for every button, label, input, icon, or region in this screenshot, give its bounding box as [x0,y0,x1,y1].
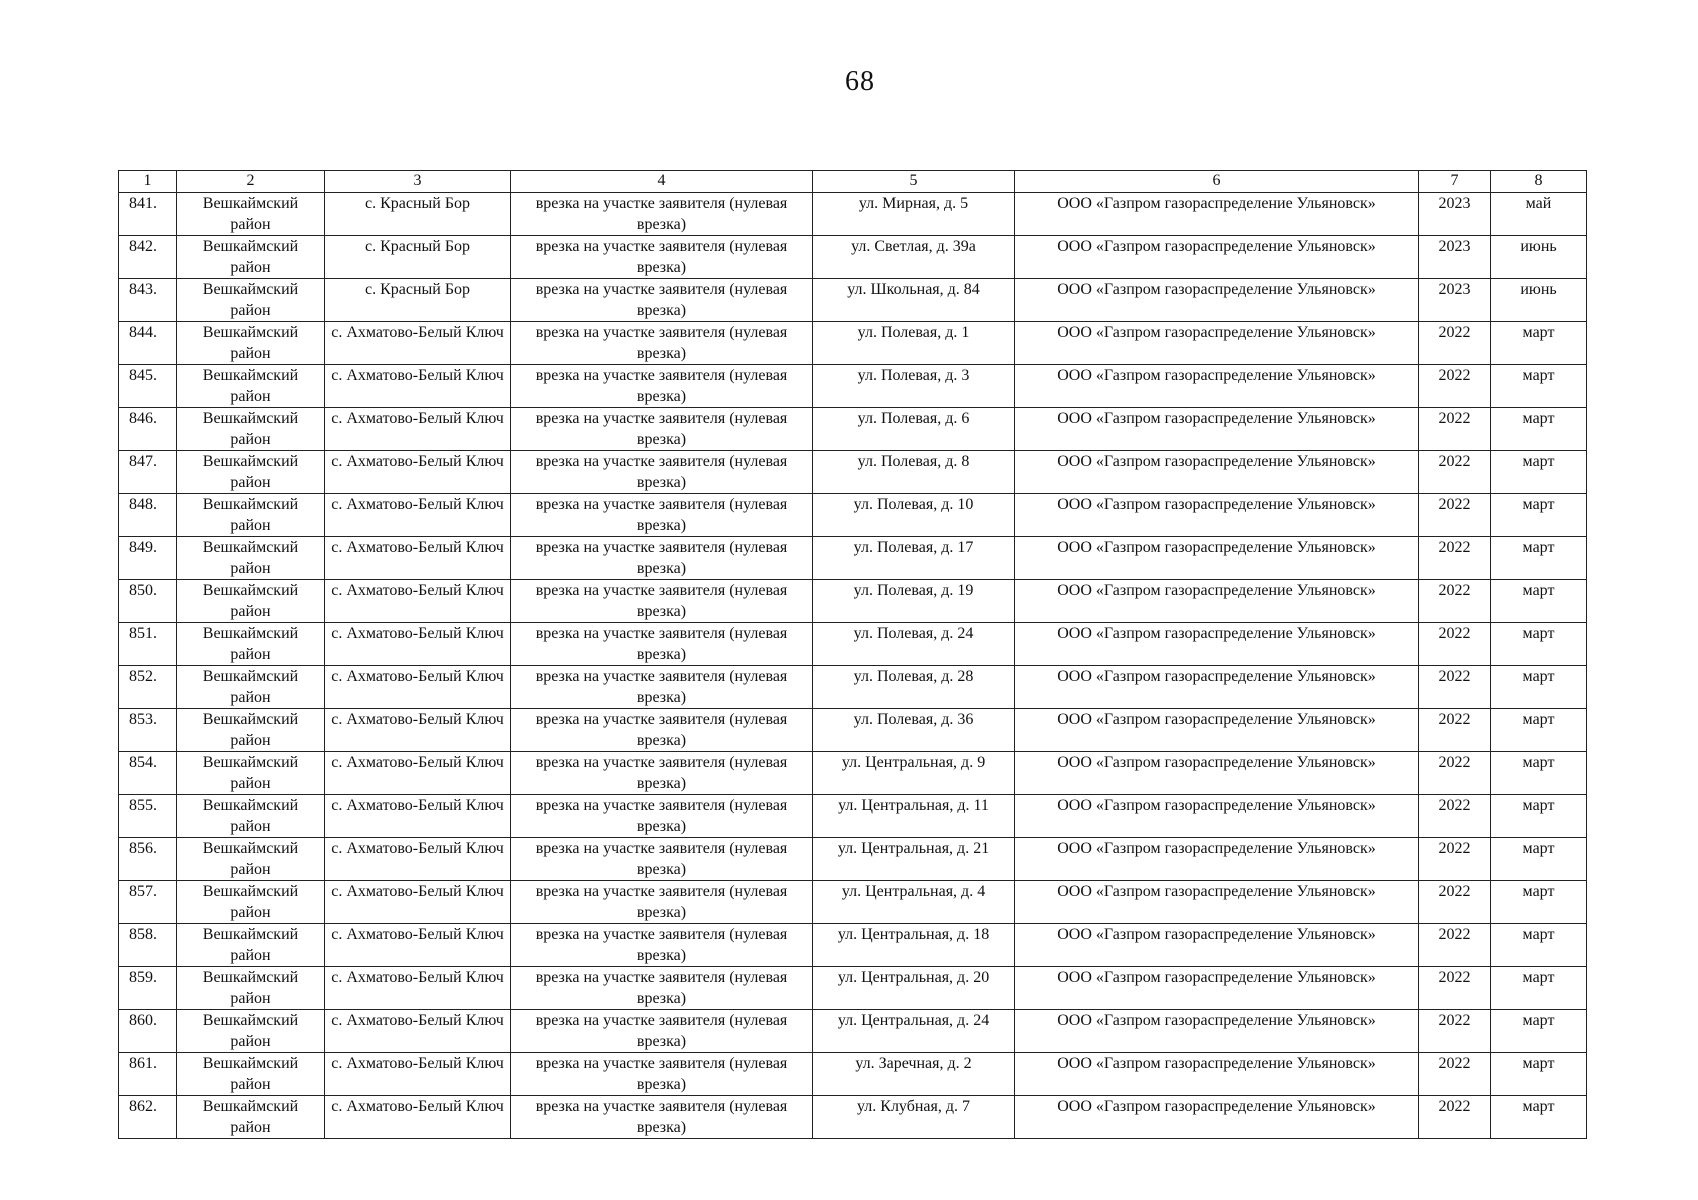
settlement-cell: с. Ахматово-Белый Ключ [325,838,511,881]
settlement-cell: с. Ахматово-Белый Ключ [325,408,511,451]
year-cell: 2022 [1419,537,1491,580]
address-cell: ул. Центральная, д. 21 [813,838,1015,881]
table-row [119,494,1587,537]
district-cell: Вешкаймский район [177,494,325,537]
month-cell: май [1491,193,1587,236]
table-row [119,1053,1587,1096]
connection-type-cell: врезка на участке заявителя (нулевая врезка) [511,580,813,623]
row-number-cell: 858. [119,924,177,967]
table-row [119,709,1587,752]
month-cell: март [1491,1096,1587,1139]
connection-type-cell: врезка на участке заявителя (нулевая врезка) [511,494,813,537]
month-cell: март [1491,924,1587,967]
address-cell: ул. Полевая, д. 24 [813,623,1015,666]
column-header: 2 [177,171,325,193]
district-cell: Вешкаймский район [177,580,325,623]
district-cell: Вешкаймский район [177,193,325,236]
month-cell: март [1491,408,1587,451]
address-cell: ул. Полевая, д. 19 [813,580,1015,623]
column-header: 7 [1419,171,1491,193]
settlement-cell: с. Ахматово-Белый Ключ [325,451,511,494]
table-row [119,752,1587,795]
district-cell: Вешкаймский район [177,236,325,279]
connection-type-cell: врезка на участке заявителя (нулевая врезка) [511,236,813,279]
page-number: 68 [845,66,875,97]
district-cell: Вешкаймский район [177,365,325,408]
connection-type-cell: врезка на участке заявителя (нулевая врезка) [511,1053,813,1096]
settlement-cell: с. Ахматово-Белый Ключ [325,1010,511,1053]
table-row [119,1096,1587,1139]
row-number-cell: 853. [119,709,177,752]
address-cell: ул. Полевая, д. 36 [813,709,1015,752]
row-number-cell: 849. [119,537,177,580]
organization-cell: ООО «Газпром газораспределение Ульяновск» [1015,623,1419,666]
column-header: 3 [325,171,511,193]
settlement-cell: с. Ахматово-Белый Ключ [325,623,511,666]
organization-cell: ООО «Газпром газораспределение Ульяновск» [1015,881,1419,924]
address-cell: ул. Центральная, д. 18 [813,924,1015,967]
connection-type-cell: врезка на участке заявителя (нулевая врезка) [511,537,813,580]
month-cell: март [1491,709,1587,752]
district-cell: Вешкаймский район [177,322,325,365]
settlement-cell: с. Ахматово-Белый Ключ [325,752,511,795]
address-cell: ул. Полевая, д. 28 [813,666,1015,709]
month-cell: июнь [1491,236,1587,279]
organization-cell: ООО «Газпром газораспределение Ульяновск» [1015,838,1419,881]
settlement-cell: с. Ахматово-Белый Ключ [325,322,511,365]
organization-cell: ООО «Газпром газораспределение Ульяновск» [1015,666,1419,709]
district-cell: Вешкаймский район [177,924,325,967]
month-cell: март [1491,451,1587,494]
table-row [119,795,1587,838]
row-number-cell: 842. [119,236,177,279]
row-number-cell: 847. [119,451,177,494]
table-row [119,408,1587,451]
organization-cell: ООО «Газпром газораспределение Ульяновск» [1015,322,1419,365]
year-cell: 2022 [1419,795,1491,838]
organization-cell: ООО «Газпром газораспределение Ульяновск» [1015,580,1419,623]
connection-type-cell: врезка на участке заявителя (нулевая врезка) [511,967,813,1010]
table-row [119,365,1587,408]
row-number-cell: 854. [119,752,177,795]
connection-type-cell: врезка на участке заявителя (нулевая врезка) [511,193,813,236]
district-cell: Вешкаймский район [177,838,325,881]
table-body [119,193,1587,1139]
year-cell: 2022 [1419,881,1491,924]
settlement-cell: с. Ахматово-Белый Ключ [325,365,511,408]
connection-type-cell: врезка на участке заявителя (нулевая врезка) [511,838,813,881]
district-cell: Вешкаймский район [177,666,325,709]
settlement-cell: с. Ахматово-Белый Ключ [325,924,511,967]
district-cell: Вешкаймский район [177,1053,325,1096]
month-cell: март [1491,1053,1587,1096]
row-number-cell: 843. [119,279,177,322]
district-cell: Вешкаймский район [177,537,325,580]
month-cell: март [1491,795,1587,838]
row-number-cell: 856. [119,838,177,881]
district-cell: Вешкаймский район [177,709,325,752]
month-cell: март [1491,494,1587,537]
address-cell: ул. Центральная, д. 20 [813,967,1015,1010]
year-cell: 2023 [1419,193,1491,236]
settlement-cell: с. Ахматово-Белый Ключ [325,881,511,924]
address-cell: ул. Полевая, д. 10 [813,494,1015,537]
settlement-cell: с. Ахматово-Белый Ключ [325,967,511,1010]
row-number-cell: 859. [119,967,177,1010]
column-header: 5 [813,171,1015,193]
month-cell: март [1491,623,1587,666]
month-cell: март [1491,537,1587,580]
connection-type-cell: врезка на участке заявителя (нулевая врезка) [511,795,813,838]
year-cell: 2022 [1419,623,1491,666]
table-row [119,236,1587,279]
connection-type-cell: врезка на участке заявителя (нулевая врезка) [511,365,813,408]
month-cell: март [1491,881,1587,924]
address-cell: ул. Центральная, д. 9 [813,752,1015,795]
organization-cell: ООО «Газпром газораспределение Ульяновск» [1015,236,1419,279]
year-cell: 2022 [1419,451,1491,494]
row-number-cell: 848. [119,494,177,537]
organization-cell: ООО «Газпром газораспределение Ульяновск» [1015,451,1419,494]
year-cell: 2022 [1419,365,1491,408]
table-header-row [119,171,1587,193]
month-cell: март [1491,752,1587,795]
column-header: 4 [511,171,813,193]
connection-type-cell: врезка на участке заявителя (нулевая врезка) [511,1010,813,1053]
table-row [119,537,1587,580]
district-cell: Вешкаймский район [177,1096,325,1139]
organization-cell: ООО «Газпром газораспределение Ульяновск» [1015,365,1419,408]
month-cell: март [1491,365,1587,408]
district-cell: Вешкаймский район [177,408,325,451]
settlement-cell: с. Красный Бор [325,193,511,236]
address-cell: ул. Полевая, д. 17 [813,537,1015,580]
organization-cell: ООО «Газпром газораспределение Ульяновск» [1015,494,1419,537]
organization-cell: ООО «Газпром газораспределение Ульяновск» [1015,709,1419,752]
year-cell: 2022 [1419,580,1491,623]
connection-type-cell: врезка на участке заявителя (нулевая врезка) [511,752,813,795]
column-header: 6 [1015,171,1419,193]
organization-cell: ООО «Газпром газораспределение Ульяновск» [1015,967,1419,1010]
table-row [119,881,1587,924]
year-cell: 2022 [1419,924,1491,967]
connection-type-cell: врезка на участке заявителя (нулевая врезка) [511,881,813,924]
table-row [119,967,1587,1010]
table-row [119,279,1587,322]
settlement-cell: с. Ахматово-Белый Ключ [325,795,511,838]
table-row [119,666,1587,709]
table-row [119,924,1587,967]
district-cell: Вешкаймский район [177,623,325,666]
row-number-cell: 844. [119,322,177,365]
organization-cell: ООО «Газпром газораспределение Ульяновск» [1015,1096,1419,1139]
district-cell: Вешкаймский район [177,881,325,924]
year-cell: 2022 [1419,838,1491,881]
address-cell: ул. Школьная, д. 84 [813,279,1015,322]
organization-cell: ООО «Газпром газораспределение Ульяновск» [1015,537,1419,580]
table-row [119,193,1587,236]
settlement-cell: с. Ахматово-Белый Ключ [325,1053,511,1096]
connection-type-cell: врезка на участке заявителя (нулевая врезка) [511,924,813,967]
connection-type-cell: врезка на участке заявителя (нулевая врезка) [511,451,813,494]
column-header: 8 [1491,171,1587,193]
address-cell: ул. Светлая, д. 39а [813,236,1015,279]
row-number-cell: 852. [119,666,177,709]
settlement-cell: с. Ахматово-Белый Ключ [325,494,511,537]
table-row [119,580,1587,623]
row-number-cell: 857. [119,881,177,924]
settlement-cell: с. Ахматово-Белый Ключ [325,666,511,709]
month-cell: март [1491,967,1587,1010]
row-number-cell: 850. [119,580,177,623]
settlement-cell: с. Ахматово-Белый Ключ [325,580,511,623]
year-cell: 2023 [1419,279,1491,322]
connection-type-cell: врезка на участке заявителя (нулевая врезка) [511,322,813,365]
organization-cell: ООО «Газпром газораспределение Ульяновск» [1015,752,1419,795]
organization-cell: ООО «Газпром газораспределение Ульяновск» [1015,795,1419,838]
month-cell: март [1491,1010,1587,1053]
address-cell: ул. Центральная, д. 11 [813,795,1015,838]
district-cell: Вешкаймский район [177,795,325,838]
year-cell: 2022 [1419,752,1491,795]
table-row [119,838,1587,881]
month-cell: март [1491,666,1587,709]
month-cell: март [1491,580,1587,623]
year-cell: 2022 [1419,709,1491,752]
row-number-cell: 855. [119,795,177,838]
district-cell: Вешкаймский район [177,279,325,322]
connection-type-cell: врезка на участке заявителя (нулевая врезка) [511,709,813,752]
table-row [119,322,1587,365]
organization-cell: ООО «Газпром газораспределение Ульяновск» [1015,1010,1419,1053]
year-cell: 2022 [1419,322,1491,365]
settlement-cell: с. Красный Бор [325,236,511,279]
table-row [119,1010,1587,1053]
organization-cell: ООО «Газпром газораспределение Ульяновск» [1015,279,1419,322]
table-row [119,451,1587,494]
gasification-table [118,170,1587,1139]
address-cell: ул. Полевая, д. 6 [813,408,1015,451]
address-cell: ул. Полевая, д. 8 [813,451,1015,494]
year-cell: 2022 [1419,494,1491,537]
year-cell: 2022 [1419,967,1491,1010]
month-cell: март [1491,322,1587,365]
address-cell: ул. Центральная, д. 4 [813,881,1015,924]
year-cell: 2022 [1419,1096,1491,1139]
row-number-cell: 851. [119,623,177,666]
row-number-cell: 846. [119,408,177,451]
year-cell: 2022 [1419,408,1491,451]
row-number-cell: 841. [119,193,177,236]
year-cell: 2022 [1419,666,1491,709]
address-cell: ул. Центральная, д. 24 [813,1010,1015,1053]
district-cell: Вешкаймский район [177,451,325,494]
connection-type-cell: врезка на участке заявителя (нулевая врезка) [511,408,813,451]
address-cell: ул. Полевая, д. 1 [813,322,1015,365]
month-cell: март [1491,838,1587,881]
district-cell: Вешкаймский район [177,1010,325,1053]
row-number-cell: 845. [119,365,177,408]
address-cell: ул. Полевая, д. 3 [813,365,1015,408]
district-cell: Вешкаймский район [177,967,325,1010]
address-cell: ул. Мирная, д. 5 [813,193,1015,236]
connection-type-cell: врезка на участке заявителя (нулевая врезка) [511,279,813,322]
connection-type-cell: врезка на участке заявителя (нулевая врезка) [511,666,813,709]
year-cell: 2023 [1419,236,1491,279]
organization-cell: ООО «Газпром газораспределение Ульяновск» [1015,1053,1419,1096]
column-header: 1 [119,171,177,193]
settlement-cell: с. Ахматово-Белый Ключ [325,537,511,580]
connection-type-cell: врезка на участке заявителя (нулевая врезка) [511,623,813,666]
table-row [119,623,1587,666]
month-cell: июнь [1491,279,1587,322]
address-cell: ул. Клубная, д. 7 [813,1096,1015,1139]
organization-cell: ООО «Газпром газораспределение Ульяновск» [1015,193,1419,236]
address-cell: ул. Заречная, д. 2 [813,1053,1015,1096]
settlement-cell: с. Красный Бор [325,279,511,322]
organization-cell: ООО «Газпром газораспределение Ульяновск» [1015,924,1419,967]
district-cell: Вешкаймский район [177,752,325,795]
row-number-cell: 860. [119,1010,177,1053]
year-cell: 2022 [1419,1010,1491,1053]
row-number-cell: 861. [119,1053,177,1096]
settlement-cell: с. Ахматово-Белый Ключ [325,1096,511,1139]
connection-type-cell: врезка на участке заявителя (нулевая врезка) [511,1096,813,1139]
row-number-cell: 862. [119,1096,177,1139]
settlement-cell: с. Ахматово-Белый Ключ [325,709,511,752]
year-cell: 2022 [1419,1053,1491,1096]
organization-cell: ООО «Газпром газораспределение Ульяновск» [1015,408,1419,451]
